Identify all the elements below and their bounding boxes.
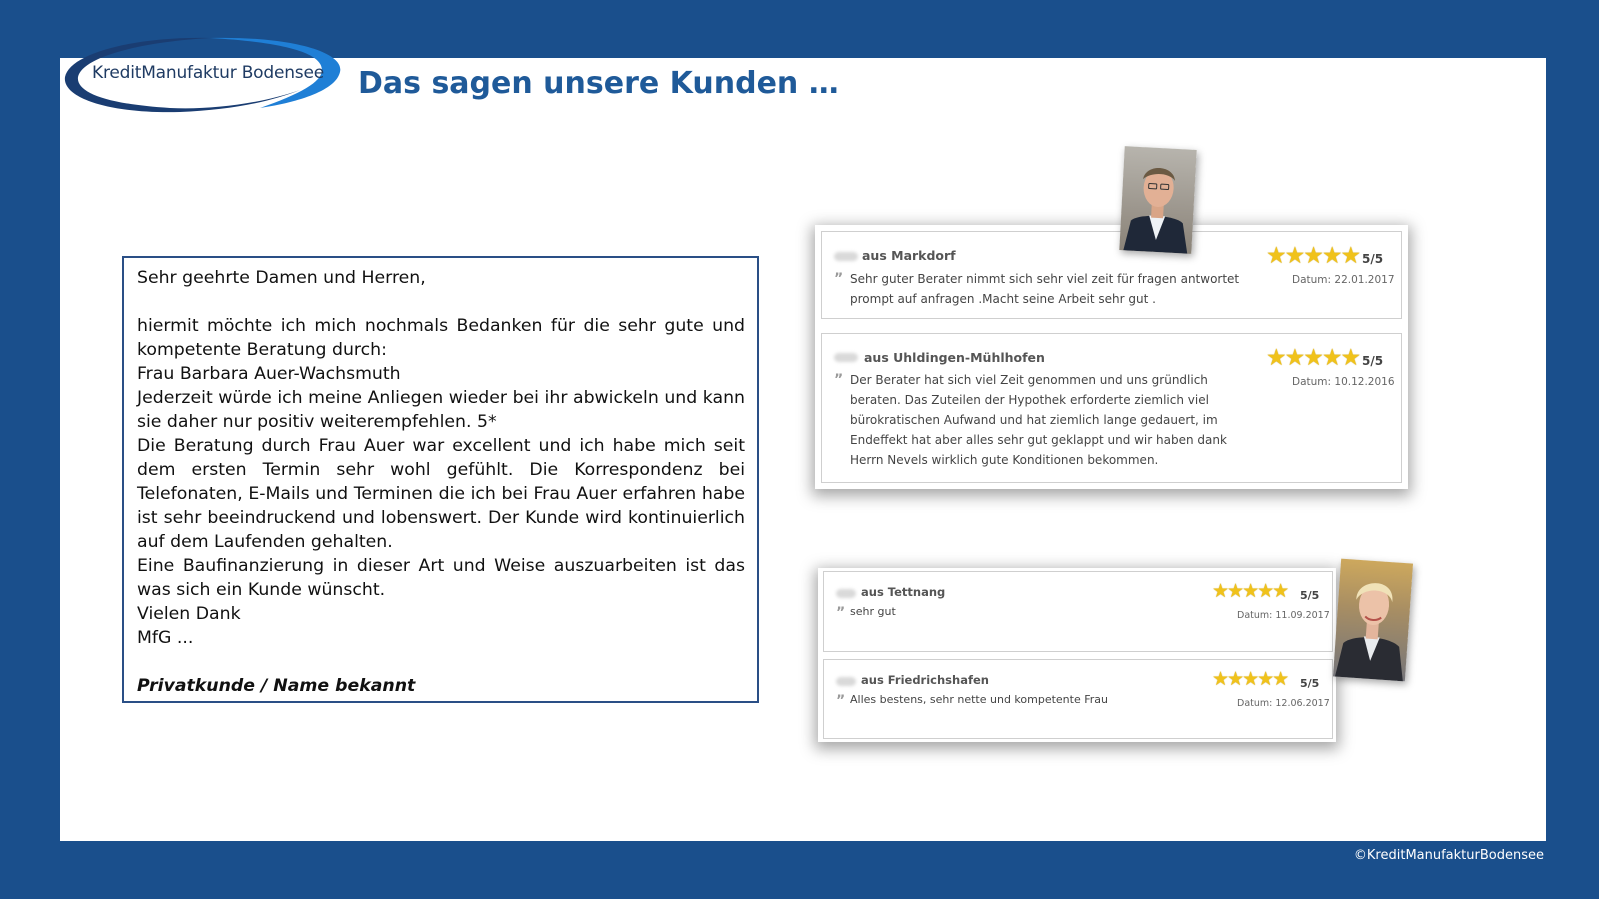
review-location: aus Friedrichshafen: [861, 673, 989, 687]
review-text: sehr gut: [850, 605, 896, 618]
review-date: Datum: 10.12.2016: [1292, 376, 1395, 388]
letter-paragraph: Vielen Dank: [137, 604, 241, 624]
review-date: Datum: 11.09.2017: [1237, 610, 1330, 621]
logo-text: KreditManufaktur Bodensee: [92, 63, 324, 83]
review-text: Der Berater hat sich viel Zeit genommen und uns gründlich beraten. Das Zuteilen der Hypothek erforderte ziemlich viel bürokratischen Aufwand und hat ziemlich lange gedauert, im Endeffekt hat aber alles sehr gut geklappt und wir haben dank Herrn Nevels wirklich gute Konditionen bekommen.: [850, 373, 1227, 467]
review-text: Sehr guter Berater nimmt sich sehr viel zeit für fragen antwortet prompt auf anfragen .Macht seine Arbeit sehr gut .: [850, 272, 1240, 306]
letter-paragraph: Die Beratung durch Frau Auer war excellent und ich habe mich seit dem ersten Termin sehr wohl gefühlt. Die Korrespondenz bei Telefonaten, E-Mails und Terminen die ich bei Frau Auer erfahren habe ist sehr beeindruckend und lobenswert. Der Kunde wird kontinuierlich auf dem Laufenden gehalten.: [137, 436, 745, 552]
rating-score: 5/5: [1300, 589, 1320, 602]
quote-icon: ”: [834, 372, 844, 388]
review-card: [821, 333, 1402, 483]
letter-paragraph: Eine Baufinanzierung in dieser Art und Weise auszuarbeiten ist das was sich ein Kunde wünscht.: [137, 556, 745, 600]
review-location: aus Markdorf: [862, 248, 956, 263]
copyright-notice: ©KreditManufakturBodensee: [1353, 848, 1544, 863]
review-card: [821, 231, 1402, 319]
advisor-photo-female: [1333, 559, 1413, 682]
rating-score: 5/5: [1300, 677, 1320, 690]
letter-signature: Privatkunde / Name bekannt: [137, 676, 416, 696]
letter-paragraph: hiermit möchte ich mich nochmals Bedanken für die sehr gute und kompetente Beratung durch:: [137, 316, 745, 360]
rating-score: 5/5: [1362, 354, 1384, 368]
blurred-name: [836, 677, 856, 686]
letter-paragraph: Jederzeit würde ich meine Anliegen wieder bei ihr abwickeln und kann sie daher nur positiv weiterempfehlen. 5*: [137, 388, 745, 432]
blurred-name: [836, 589, 856, 598]
blurred-name: [834, 353, 858, 362]
advisor-photo-male: [1119, 146, 1196, 254]
testimonial-letter: [122, 256, 759, 703]
letter-paragraph: Frau Barbara Auer-Wachsmuth: [137, 364, 401, 384]
letter-paragraph: MfG ...: [137, 628, 194, 648]
review-text: Alles bestens, sehr nette und kompetente Frau: [850, 693, 1108, 706]
review-card: [823, 571, 1333, 652]
review-date: Datum: 12.06.2017: [1237, 698, 1330, 709]
rating-stars-icon: ★★★★★: [1266, 243, 1360, 269]
review-location: aus Uhldingen-Mühlhofen: [864, 350, 1045, 365]
review-card: [823, 659, 1333, 739]
rating-stars-icon: ★★★★★: [1212, 668, 1288, 690]
review-panel-top: [815, 225, 1408, 489]
blurred-name: [834, 252, 858, 261]
review-date: Datum: 22.01.2017: [1292, 274, 1395, 286]
rating-stars-icon: ★★★★★: [1212, 580, 1288, 602]
letter-greeting: Sehr geehrte Damen und Herren,: [137, 268, 426, 288]
quote-icon: ”: [836, 693, 846, 709]
quote-icon: ”: [836, 605, 846, 621]
quote-icon: ”: [834, 271, 844, 287]
rating-score: 5/5: [1362, 252, 1384, 266]
review-panel-bottom: [818, 568, 1336, 742]
rating-stars-icon: ★★★★★: [1266, 345, 1360, 371]
page-title: Das sagen unsere Kunden …: [358, 66, 839, 101]
review-location: aus Tettnang: [861, 585, 946, 599]
